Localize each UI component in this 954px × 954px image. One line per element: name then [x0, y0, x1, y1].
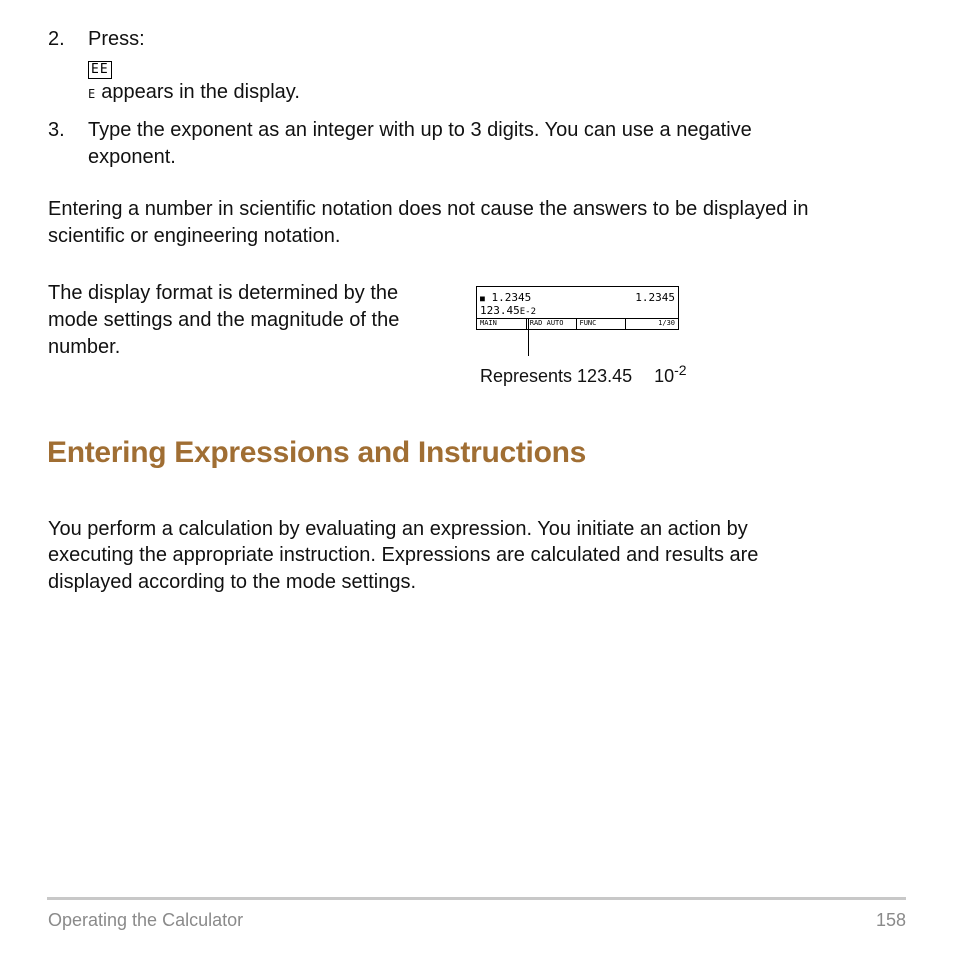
step-text-line: exponent.: [88, 146, 176, 168]
entry-exponent: E-2: [519, 307, 537, 317]
step-text-line: Type the exponent as an integer with up to 3 digits. You can use a negative: [88, 119, 752, 141]
paragraph-line: executing the appropriate instruction. Expressions are calculated and results are: [48, 544, 759, 566]
ee-key-label: EE: [88, 61, 112, 79]
paragraph-line: displayed according to the mode settings.: [48, 571, 416, 593]
entry-line: [480, 304, 675, 319]
history-result: 1.2345: [635, 291, 675, 304]
history-entry: 1.2345: [491, 291, 532, 304]
paragraph-line: number.: [48, 336, 121, 358]
status-angle: RAD AUTO: [527, 319, 577, 329]
screen-caption: [480, 362, 687, 387]
page-number: 158: [875, 910, 906, 930]
step-number: 2.: [48, 28, 65, 50]
step-number: 3.: [48, 119, 65, 141]
entry-mantissa: 123.45: [480, 304, 520, 317]
exponent-glyph: E: [88, 87, 96, 101]
callout-line: [528, 318, 529, 356]
status-main: MAIN: [477, 319, 527, 329]
paragraph-line: Entering a number in scientific notation does not cause the answers to be displayed in: [48, 198, 809, 220]
step-result-text: appears in the display.: [101, 81, 300, 103]
step-text: Press:: [88, 28, 145, 50]
history-row: [480, 291, 675, 305]
ee-key: [88, 56, 112, 79]
caption-text: Represents 123.45: [480, 366, 633, 386]
paragraph-line: scientific or engineering notation.: [48, 225, 341, 247]
bullet-icon: ■: [480, 294, 485, 303]
status-bar: [477, 318, 678, 329]
caption-exponent: -2: [674, 362, 687, 378]
footer-divider: [47, 897, 906, 900]
caption-base: 10: [654, 366, 675, 386]
step-result: [88, 79, 300, 108]
section-heading: Entering Expressions and Instructions: [47, 436, 587, 469]
paragraph-line: The display format is determined by the: [48, 282, 399, 304]
paragraph-line: You perform a calculation by evaluating an expression. You initiate an action by: [48, 518, 748, 540]
calculator-screen: [476, 286, 679, 330]
status-history: 1/30: [658, 319, 675, 327]
footer-section-title: Operating the Calculator: [48, 910, 244, 930]
status-graph: FUNC: [577, 319, 627, 329]
paragraph-line: mode settings and the magnitude of the: [48, 309, 400, 331]
